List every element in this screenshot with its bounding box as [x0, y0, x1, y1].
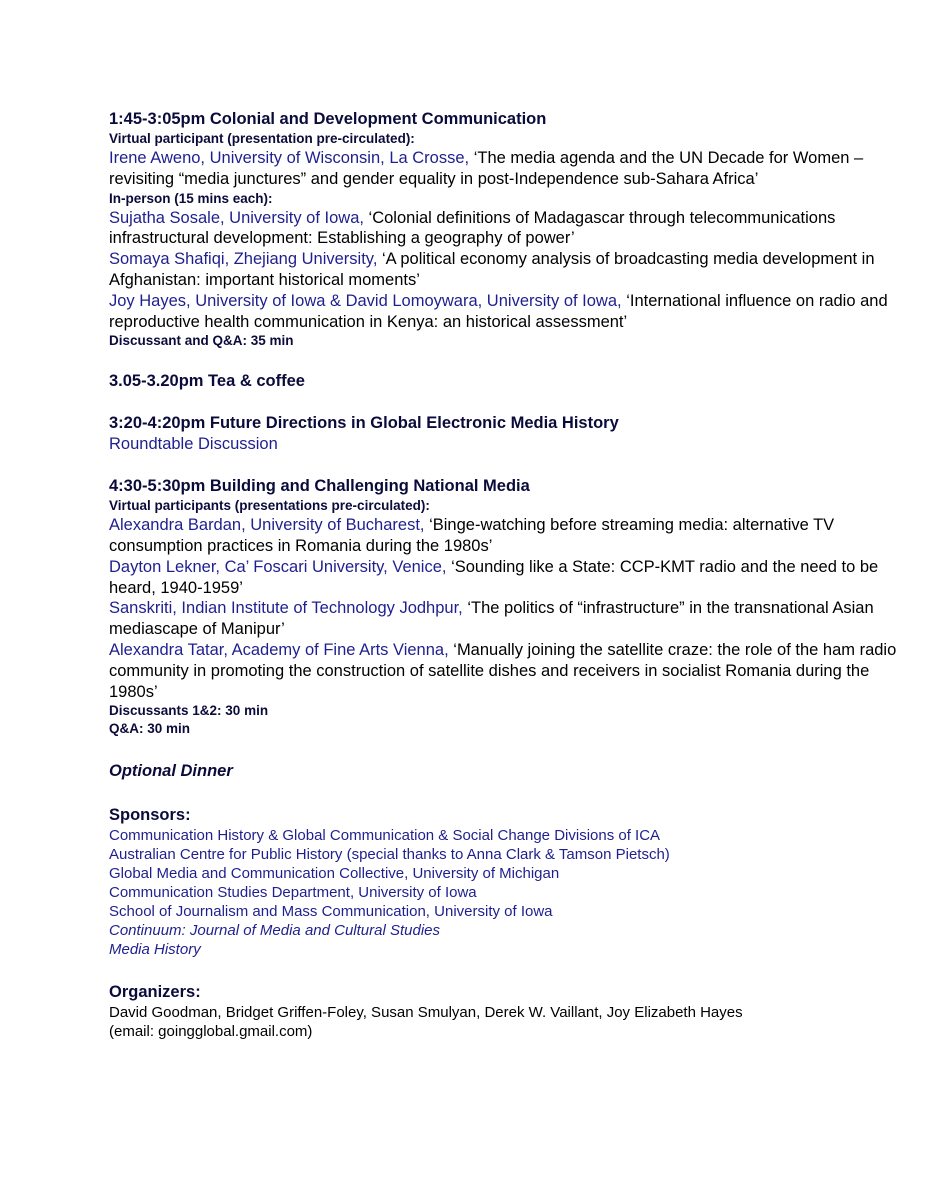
inperson-label: In-person (15 mins each): [109, 190, 273, 206]
spacer [109, 782, 899, 804]
sponsor-journal[interactable]: Continuum: Journal of Media and Cultural Studies [109, 922, 441, 940]
presenter-name[interactable]: Alexandra Bardan, University of Bucharest, [109, 516, 425, 535]
presentation-title: ‘The media agenda and the UN Decade for Women – revisiting “media junctures” and gender equality in post-Independence sub-Sahara Africa’ [109, 149, 864, 188]
sponsor-item[interactable]: Communication History & Global Communication & Social Change Divisions of ICA [109, 827, 661, 845]
presenter-name[interactable]: Sanskriti, Indian Institute of Technology Jodhpur, [109, 599, 463, 618]
presentation-title: ‘The politics of “infrastructure” in the transnational Asian mediascape of Manipur’ [109, 599, 874, 639]
optional-dinner: Optional Dinner [109, 762, 233, 781]
presentation-title: ‘A political economy analysis of broadcasting media development in Afghanistan: important historical moments’ [109, 250, 875, 289]
break-title: 3.05-3.20pm Tea & coffee [109, 372, 305, 391]
sponsor-item[interactable]: Communication Studies Department, University of Iowa [109, 884, 477, 902]
presentation-entry [109, 249, 899, 291]
spacer [109, 455, 899, 475]
presentation-entry [109, 598, 899, 640]
presentation-entry [109, 557, 899, 599]
organizer-names: David Goodman, Bridget Griffen-Foley, Susan Smulyan, Derek W. Vaillant, Joy Elizabeth Hayes [109, 1004, 743, 1022]
spacer [109, 392, 899, 412]
spacer [109, 959, 899, 981]
presentation-entry [109, 291, 899, 333]
presentation-title: ‘Binge-watching before streaming media: alternative TV consumption practices in Romania during the 1980s’ [109, 516, 835, 555]
presenter-name[interactable]: Joy Hayes, University of Iowa & David Lomoywara, University of Iowa, [109, 291, 622, 310]
session-title: 3:20-4:20pm Future Directions in Global Electronic Media History [109, 414, 619, 433]
presentation-title: ‘International influence on radio and reproductive health communication in Kenya: an historical assessment’ [109, 291, 888, 331]
presentation-entry [109, 515, 899, 557]
discussant-note: Discussant and Q&A: 35 min [109, 333, 294, 349]
virtual-label: Virtual participant (presentation pre-circulated): [109, 131, 415, 146]
sponsor-item[interactable]: Australian Centre for Public History (special thanks to Anna Clark & Tamson Pietsch) [109, 846, 670, 864]
sponsors-heading: Sponsors: [109, 806, 191, 825]
spacer [109, 350, 899, 370]
presenter-name[interactable]: Alexandra Tatar, Academy of Fine Arts Vienna, [109, 640, 449, 659]
presentation-title: ‘Sounding like a State: CCP-KMT radio and the need to be heard, 1940-1959’ [109, 557, 879, 597]
organizer-email: (email: goingglobal.gmail.com) [109, 1023, 313, 1041]
presentation-entry [109, 208, 899, 250]
presenter-name[interactable]: Dayton Lekner, Ca’ Foscari University, Venice, [109, 557, 447, 576]
roundtable-link[interactable]: Roundtable Discussion [109, 435, 278, 454]
presentation-title: ‘Manually joining the satellite craze: the role of the ham radio community in promoting the construction of satellite dishes and receivers in socialist Romania during the 1980s’ [109, 640, 897, 701]
sponsor-item[interactable]: School of Journalism and Mass Communication, University of Iowa [109, 903, 553, 921]
presentation-entry [109, 148, 899, 190]
virtual-label: Virtual participants (presentations pre-circulated): [109, 498, 430, 514]
presentation-title: ‘Colonial definitions of Madagascar through telecommunications infrastructural development: Establishing a geography of power’ [109, 208, 836, 248]
presenter-name[interactable]: Somaya Shafiqi, Zhejiang University, [109, 250, 378, 269]
presenter-name[interactable]: Sujatha Sosale, University of Iowa, [109, 208, 364, 227]
session-title: 4:30-5:30pm Building and Challenging National Media [109, 477, 530, 496]
sponsor-item[interactable]: Global Media and Communication Collective, University of Michigan [109, 865, 560, 883]
session-title: 1:45-3:05pm Colonial and Development Communication [109, 110, 547, 128]
spacer [109, 738, 899, 760]
sponsor-journal[interactable]: Media History [109, 941, 201, 959]
organizers-heading: Organizers: [109, 983, 201, 1002]
qa-note: Q&A: 30 min [109, 721, 191, 737]
presenter-name[interactable]: Irene Aweno, University of Wisconsin, La Crosse, [109, 149, 470, 167]
program-page [109, 108, 899, 1041]
discussants-note: Discussants 1&2: 30 min [109, 703, 269, 719]
presentation-entry [109, 640, 899, 702]
